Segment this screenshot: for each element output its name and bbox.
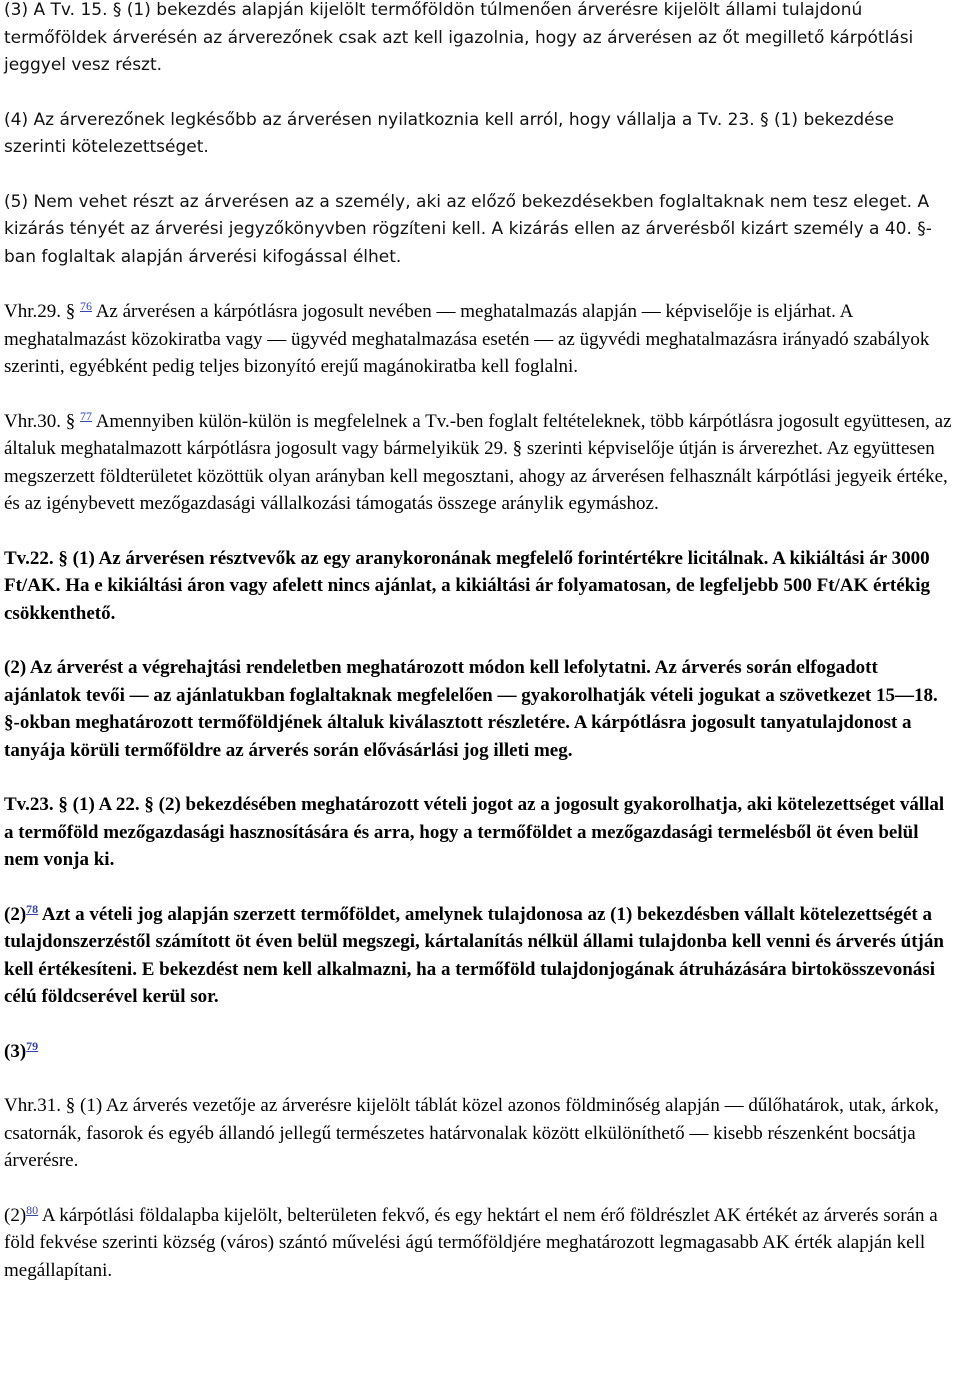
section-number: Vhr.30. § — [4, 410, 80, 432]
footnote-link-79[interactable]: 79 — [26, 1038, 39, 1053]
paragraph-number: (2) — [4, 903, 27, 925]
paragraph-tv23-2 — [4, 901, 956, 1011]
paragraph-text: Azt a vételi jog alapján szerzett termőföldet, amelynek tulajdonosa az (1) bekezdésben vállalt kötelezettségét a tulajdonszerzéstől számított öt éven belül megszegi, kártalanítás nélkül állami tulajdonba kell venni és árverés útján kell értékesíteni. E bekezdést nem kell alkalmazni, ha a termőföld tulajdonjogának átruházására birtokösszevonási célú földcserével kerül sor. — [4, 903, 944, 1007]
paragraph-number: (3) — [4, 1040, 27, 1062]
paragraph-tv15-4: (4) Az árverezőnek legkésőbb az árverésen nyilatkoznia kell arról, hogy vállalja a Tv. 23. § (1) bekezdése szerinti kötelezettséget. — [4, 109, 894, 157]
paragraph-tv23-1: Tv.23. § (1) A 22. § (2) bekezdésében meghatározott vételi jogot az a jogosult gyakorolhatja, aki kötelezettséget vállal a termőföld mezőgazdasági hasznosítására és arra, hogy a termőföldet a mezőgazdasági termelésből öt éven belül nem vonja ki. — [4, 794, 945, 870]
paragraph-tv22-1: Tv.22. § (1) Az árverésen résztvevők az egy aranykoronának megfelelő forintértékre licitálnak. A kikiáltási ár 3000 Ft/AK. Ha e kikiáltási áron vagy afelett nincs ajánlat, a kikiáltási ár folyamatosan, de legfeljebb 500 Ft/AK értékig csökkenthető. — [4, 547, 931, 624]
paragraph-vhr30 — [4, 408, 956, 518]
paragraph-vhr31-2 — [4, 1202, 956, 1285]
footnote-link-78[interactable]: 78 — [26, 901, 39, 916]
footnote-ref — [80, 299, 92, 313]
footnote-link-77[interactable]: 77 — [80, 408, 92, 423]
footnote-link-76[interactable]: 76 — [80, 299, 92, 313]
paragraph-text: A kárpótlási földalapba kijelölt, belterületen fekvő, és egy hektárt el nem érő földrészlet AK értékét az árverés során a föld fekvése szerinti község (város) szántó művelési ágú termőföldjére meghatározott legmagasabb AK érték alapján kell megállapítani. — [4, 1204, 938, 1281]
paragraph-number: (2) — [4, 1204, 27, 1226]
paragraph-tv15-3: (3) A Tv. 15. § (1) bekezdés alapján kijelölt termőföldön túlmenően árverésre kijelölt állami tulajdonú termőföldek árverésén az árverezőnek csak azt kell igazolnia, hogy az árverésen az őt megillető kárpótlási jeggyel vesz részt. — [4, 0, 914, 75]
paragraph-tv22-2: (2) Az árverést a végrehajtási rendeletben meghatározott módon kell lefolytatni. Az árverés során elfogadott ajánlatok tevői — az ajánlatukban foglaltaknak megfelelően — gyakorolhatják vételi jogukat a szövetkezet 15—18. §-okban meghatározott termőföldjének általuk kiválasztott részletére. A kárpótlásra jogosult tanyatulajdonost a tanyája körüli termőföldre az árverés során elővásárlási jog illeti meg. — [4, 657, 938, 761]
footnote-ref — [80, 409, 92, 423]
footnote-ref — [26, 1203, 38, 1217]
section-number: Vhr.29. § — [4, 301, 80, 322]
paragraph-vhr31-1: Vhr.31. § (1) Az árverés vezetője az árverésre kijelölt táblát közel azonos földminőség alapján — dűlőhatárok, utak, árkok, csatornák, fasorok és egyéb állandó jellegű természetes határvonalak között elkülöníthető — kisebb részenként bocsátja árverésre. — [4, 1095, 939, 1171]
paragraph-text: Az árverésen a kárpótlásra jogosult nevében — meghatalmazás alapján — képviselője is eljárhat. A meghatalmazást közokiratba vagy — ügyvéd meghatalmazása esetén — az ügyvédi meghatalmazásra irányadó szabályok szerinti, egyébként pedig teljes bizonyító erejű magánokiratba kell foglalni. — [4, 301, 930, 377]
footnote-ref — [26, 1039, 38, 1053]
footnote-ref — [26, 902, 38, 916]
paragraph-tv15-5: (5) Nem vehet részt az árverésen az a személy, aki az előző bekezdésekben foglaltaknak nem tesz eleget. A kizárás tényét az árverési jegyzőkönyvben rögzíteni kell. A kizárás ellen az árverésből kizárt személy a 40. §-ban foglaltak alapján árverési kifogással élhet. — [4, 191, 932, 267]
paragraph-text: Amennyiben külön-külön is megfelelnek a Tv.-ben foglalt feltételeknek, több kárpótlásra jogosult együttesen, az általuk meghatalmazott kárpótlásra jogosult vagy bármelyikük 29. § szerinti képviselője útján is árverezhet. Az együttesen megszerzett földterületet közöttük olyan arányban kell megosztani, ahogy az árverésen felhasznált kárpótlási jegyeik értéke, és az igénybevett mezőgazdasági vállalkozási támogatás összege aránylik egymáshoz. — [4, 410, 952, 514]
paragraph-tv23-3 — [4, 1038, 956, 1066]
paragraph-vhr29 — [4, 298, 956, 381]
footnote-link-80[interactable]: 80 — [26, 1202, 39, 1217]
